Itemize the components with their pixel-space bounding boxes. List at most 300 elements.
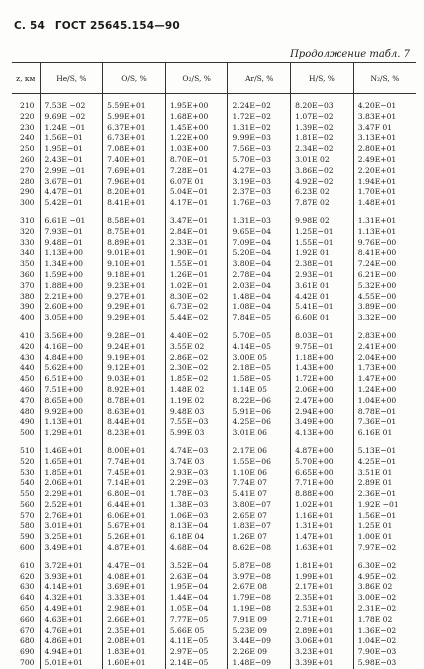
value-cell: 3.25E+01 <box>40 532 103 543</box>
value-cell: 2.71E+01 <box>291 615 354 626</box>
value-cell: 3.19E−03 <box>228 177 291 188</box>
value-cell: 1.03E+00 <box>165 144 228 155</box>
altitude-cell: 630 <box>20 582 35 592</box>
value-cell: 7.51E+00 <box>40 385 103 396</box>
value-cell: 4.20E−01 <box>353 101 416 112</box>
value-cell: 4.55E−00 <box>353 292 416 303</box>
value-cell: 6.07E 01 <box>165 177 228 188</box>
value-cell: 1.31E−02 <box>228 123 291 134</box>
value-cell: 1.44E−04 <box>165 593 228 604</box>
value-cell: 4.40E−02 <box>165 331 228 342</box>
altitude-cell: 280 <box>20 176 35 186</box>
value-cell: 2.21E+00 <box>40 292 103 303</box>
value-cell: 5.32E+00 <box>353 281 416 292</box>
value-cell: 1.47E+01 <box>291 532 354 543</box>
value-cell: 3.01E+01 <box>40 521 103 532</box>
value-cell: 5.70E−05 <box>228 331 291 342</box>
value-cell: 5.41E−01 <box>291 302 354 313</box>
value-cell: 9.12E+01 <box>103 363 166 374</box>
table-continuation-label: Продолжение табл. 7 <box>290 49 410 60</box>
value-cell: 3.89E−00 <box>353 302 416 313</box>
value-cell: 2.33E−01 <box>165 238 228 249</box>
spacer-cell <box>353 209 416 216</box>
value-cell: 1.68E+00 <box>165 112 228 123</box>
value-cell: 3.74E 03 <box>165 457 228 468</box>
value-cell: 8.78E−01 <box>353 407 416 418</box>
value-cell: 7.90E−03 <box>353 647 416 658</box>
value-cell: 2.38E−01 <box>291 259 354 270</box>
table-row <box>12 582 416 593</box>
value-cell: 9.98E 02 <box>291 216 354 227</box>
value-cell: 7.77E−05 <box>165 615 228 626</box>
value-cell: 2.53E+01 <box>291 604 354 615</box>
altitude-cell: 550 <box>20 489 35 499</box>
value-cell: 8.70E−01 <box>165 155 228 166</box>
value-cell: 8.92E+01 <box>103 385 166 396</box>
value-cell: 7.53E −02 <box>40 101 103 112</box>
value-cell: 8.22E−06 <box>228 396 291 407</box>
value-cell: 1.10E 06 <box>228 468 291 479</box>
value-cell: 7.14E+01 <box>103 478 166 489</box>
altitude-cell: 340 <box>20 248 35 258</box>
table-row <box>12 561 416 572</box>
value-cell: 4.92E−02 <box>291 177 354 188</box>
value-cell: 3.05E+00 <box>40 313 103 324</box>
altitude-cell: 610 <box>20 560 35 570</box>
value-cell: 2.67E 08 <box>228 582 291 593</box>
value-cell: 2.93E−01 <box>291 270 354 281</box>
value-cell: 1.04E+00 <box>353 396 416 407</box>
value-cell: 1.48E+01 <box>353 198 416 209</box>
value-cell: 7.24E−00 <box>353 259 416 270</box>
value-cell: 7.74E+01 <box>103 457 166 468</box>
value-cell: 2.26E 09 <box>228 647 291 658</box>
altitude-cell: 450 <box>20 374 35 384</box>
value-cell: 2.29E−03 <box>165 478 228 489</box>
value-cell: 4.86E+01 <box>40 636 103 647</box>
spacer-cell <box>12 324 40 331</box>
value-cell: 6.23E 02 <box>291 187 354 198</box>
value-cell: 3.72E+01 <box>40 561 103 572</box>
value-cell: 1.88E+00 <box>40 281 103 292</box>
altitude-cell: 520 <box>20 456 35 466</box>
value-cell: 2.20E+01 <box>353 166 416 177</box>
value-cell: 2.60E+00 <box>40 302 103 313</box>
value-cell: 3.06E+01 <box>291 636 354 647</box>
value-cell: 2.49E+01 <box>353 155 416 166</box>
value-cell: 1.13E+01 <box>40 417 103 428</box>
value-cell: 3.67E−01 <box>40 177 103 188</box>
altitude-cell: 680 <box>20 636 35 646</box>
altitude-cell: 290 <box>20 187 35 197</box>
table-row <box>12 101 416 112</box>
table-body <box>12 94 416 669</box>
table-row <box>12 626 416 637</box>
table-row <box>12 511 416 522</box>
table-row <box>12 353 416 364</box>
table-row <box>12 468 416 479</box>
spacer-cell <box>12 439 40 446</box>
altitude-cell: 460 <box>20 384 35 394</box>
value-cell: 2.52E+01 <box>40 500 103 511</box>
table-row <box>12 187 416 198</box>
column-header-h: H/S, % <box>291 63 354 94</box>
value-cell: 4.13E+00 <box>291 428 354 439</box>
value-cell: 1.02E+01 <box>291 500 354 511</box>
value-cell: 1.73E+00 <box>353 363 416 374</box>
column-header-o2: O₂/S, % <box>165 63 228 94</box>
altitude-cell: 640 <box>20 593 35 603</box>
spacer-cell <box>165 209 228 216</box>
altitude-cell: 500 <box>20 428 35 438</box>
table-row <box>12 572 416 583</box>
value-cell: 1.06E−03 <box>165 511 228 522</box>
value-cell: 8.23E+01 <box>103 428 166 439</box>
value-cell: 2.80E+01 <box>353 144 416 155</box>
altitude-cell: 220 <box>20 111 35 121</box>
table-row <box>12 292 416 303</box>
table-row <box>12 521 416 532</box>
table-row <box>12 270 416 281</box>
value-cell: 1.99E+01 <box>291 572 354 583</box>
altitude-cell: 330 <box>20 237 35 247</box>
value-cell: 6.73E+01 <box>103 133 166 144</box>
value-cell: 8.58E+01 <box>103 216 166 227</box>
spacer-cell <box>228 94 291 102</box>
value-cell: 1.16E+01 <box>291 511 354 522</box>
value-cell: 4.87E+01 <box>103 543 166 554</box>
spacer-cell <box>40 324 103 331</box>
spacer-cell <box>228 439 291 446</box>
spacer-cell <box>103 324 166 331</box>
altitude-cell: 700 <box>20 658 35 668</box>
altitude-cell: 310 <box>20 215 35 225</box>
value-cell: 7.36E−01 <box>353 417 416 428</box>
value-cell: 4.25E−01 <box>353 457 416 468</box>
value-cell: 8.65E+00 <box>40 396 103 407</box>
table-row <box>12 238 416 249</box>
spacer-cell <box>103 439 166 446</box>
value-cell: 1.48E−04 <box>228 292 291 303</box>
table-row <box>12 166 416 177</box>
value-cell: 3.86E−02 <box>291 166 354 177</box>
value-cell: 7.56E−03 <box>228 144 291 155</box>
value-cell: 4.63E+01 <box>40 615 103 626</box>
value-cell: 5.20E−04 <box>228 248 291 259</box>
value-cell: 4.47E−01 <box>103 561 166 572</box>
altitude-cell: 240 <box>20 133 35 143</box>
value-cell: 2.76E+01 <box>40 511 103 522</box>
value-cell: 1.59E+00 <box>40 270 103 281</box>
table-row <box>12 478 416 489</box>
value-cell: 2.08E+01 <box>103 636 166 647</box>
value-cell: 7.28E−01 <box>165 166 228 177</box>
value-cell: 2.18E−05 <box>228 363 291 374</box>
value-cell: 1.70E+01 <box>353 187 416 198</box>
value-cell: 5.91E−06 <box>228 407 291 418</box>
value-cell: 6.51E+00 <box>40 374 103 385</box>
value-cell: 3.49E+00 <box>291 417 354 428</box>
value-cell: 7.09E−04 <box>228 238 291 249</box>
value-cell: 1.45E+00 <box>165 123 228 134</box>
value-cell: 9.01E+01 <box>103 248 166 259</box>
value-cell: 9.99E−03 <box>228 133 291 144</box>
value-cell: 6.18E 04 <box>165 532 228 543</box>
value-cell: 5.99E+01 <box>103 112 166 123</box>
table-row <box>12 155 416 166</box>
spacer-cell <box>165 554 228 561</box>
altitude-cell: 490 <box>20 417 35 427</box>
value-cell: 2.89E 01 <box>353 478 416 489</box>
altitude-cell: 360 <box>20 269 35 279</box>
spacer-cell <box>291 94 354 102</box>
value-cell: 2.29E+01 <box>40 489 103 500</box>
altitude-cell: 270 <box>20 165 35 175</box>
value-cell: 5.70E−03 <box>228 155 291 166</box>
value-cell: 6.73E−02 <box>165 302 228 313</box>
altitude-cell: 230 <box>20 122 35 132</box>
value-cell: 8.13E−04 <box>165 521 228 532</box>
value-cell: 4.14E+01 <box>40 582 103 593</box>
value-cell: 1.65E+01 <box>40 457 103 468</box>
value-cell: 3.97E−08 <box>228 572 291 583</box>
value-cell: 1.63E+01 <box>291 543 354 554</box>
group-spacer <box>12 439 416 446</box>
value-cell: 1.55E−01 <box>165 259 228 270</box>
value-cell: 2.84E−01 <box>165 227 228 238</box>
value-cell: 1.31E+01 <box>291 521 354 532</box>
value-cell: 2.66E+01 <box>103 615 166 626</box>
spacer-cell <box>291 209 354 216</box>
table-row <box>12 615 416 626</box>
altitude-cell: 590 <box>20 532 35 542</box>
value-cell: 7.96E+01 <box>103 177 166 188</box>
value-cell: 2.97E−05 <box>165 647 228 658</box>
value-cell: 7.93E−01 <box>40 227 103 238</box>
spacer-cell <box>353 324 416 331</box>
value-cell: 7.55E−03 <box>165 417 228 428</box>
value-cell: 2.06E+00 <box>291 385 354 396</box>
value-cell: 2.30E−02 <box>165 363 228 374</box>
spacer-cell <box>40 94 103 102</box>
table-row <box>12 313 416 324</box>
value-cell: 6.06E+01 <box>103 511 166 522</box>
value-cell: 2.35E+01 <box>291 593 354 604</box>
value-cell: 5.01E+01 <box>40 658 103 669</box>
value-cell: 2.31E−02 <box>353 604 416 615</box>
value-cell: 2.36E−01 <box>353 489 416 500</box>
value-cell: 1.08E−04 <box>228 302 291 313</box>
value-cell: 9.18E+01 <box>103 270 166 281</box>
value-cell: 9.03E+01 <box>103 374 166 385</box>
value-cell: 1.47E+00 <box>353 374 416 385</box>
value-cell: 1.38E−03 <box>165 500 228 511</box>
spacer-cell <box>353 94 416 102</box>
table-row <box>12 216 416 227</box>
value-cell: 2.43E−01 <box>40 155 103 166</box>
value-cell: 6.44E+01 <box>103 500 166 511</box>
value-cell: 8.44E+01 <box>103 417 166 428</box>
value-cell: 7.71E+00 <box>291 478 354 489</box>
value-cell: 6.60E 01 <box>291 313 354 324</box>
value-cell: 1.39E−02 <box>291 123 354 134</box>
value-cell: 3.56E+00 <box>40 331 103 342</box>
value-cell: 3.47F 01 <box>353 123 416 134</box>
value-cell: 2.89E+01 <box>291 626 354 637</box>
value-cell: 1.36E−02 <box>353 626 416 637</box>
value-cell: 9.29E+01 <box>103 302 166 313</box>
value-cell: 3.00E 05 <box>228 353 291 364</box>
value-cell: 1.18E+00 <box>291 353 354 364</box>
value-cell: 1.24E+00 <box>353 385 416 396</box>
spacer-cell <box>228 554 291 561</box>
value-cell: 1.46E+01 <box>40 446 103 457</box>
value-cell: 4.84E+00 <box>40 353 103 364</box>
value-cell: 1.31E+01 <box>353 216 416 227</box>
table-row <box>12 500 416 511</box>
value-cell: 9.75E−01 <box>291 342 354 353</box>
value-cell: 4.76E+01 <box>40 626 103 637</box>
value-cell: 4.47E−01 <box>40 187 103 198</box>
value-cell: 1.31E−03 <box>228 216 291 227</box>
altitude-cell: 670 <box>20 625 35 635</box>
value-cell: 9.76E−00 <box>353 238 416 249</box>
value-cell: 3.23E+01 <box>291 647 354 658</box>
value-cell: 1.19E−08 <box>228 604 291 615</box>
value-cell: 1.26E−01 <box>165 270 228 281</box>
value-cell: 6.37E+01 <box>103 123 166 134</box>
table-row <box>12 198 416 209</box>
value-cell: 1.78E−03 <box>165 489 228 500</box>
group-spacer <box>12 554 416 561</box>
column-header-n2: N₂/S, % <box>353 63 416 94</box>
value-cell: 3.61E 01 <box>291 281 354 292</box>
table-row <box>12 342 416 353</box>
value-cell: 4.14E−05 <box>228 342 291 353</box>
value-cell: 4.16E−00 <box>40 342 103 353</box>
value-cell: 1.55E−01 <box>291 238 354 249</box>
value-cell: 3.80E−04 <box>228 259 291 270</box>
value-cell: 4.49E+01 <box>40 604 103 615</box>
table-row <box>12 446 416 457</box>
value-cell: 1.95E−01 <box>40 144 103 155</box>
table-row <box>12 532 416 543</box>
value-cell: 1.34E+00 <box>40 259 103 270</box>
value-cell: 4.08E+01 <box>103 572 166 583</box>
value-cell: 9.48E 03 <box>165 407 228 418</box>
table-row <box>12 133 416 144</box>
value-cell: 8.41E+01 <box>103 198 166 209</box>
value-cell: 3.39E+01 <box>291 658 354 669</box>
value-cell: 4.95E−02 <box>353 572 416 583</box>
table-row <box>12 428 416 439</box>
value-cell: 5.87E−08 <box>228 561 291 572</box>
value-cell: 9.48E−01 <box>40 238 103 249</box>
value-cell: 3.80E−07 <box>228 500 291 511</box>
altitude-cell: 620 <box>20 571 35 581</box>
altitude-cell: 510 <box>20 445 35 455</box>
value-cell: 2.17E 06 <box>228 446 291 457</box>
page-header <box>14 20 180 32</box>
value-cell: 4.11E−05 <box>165 636 228 647</box>
value-cell: 1.79E−08 <box>228 593 291 604</box>
value-cell: 3.51E 01 <box>353 468 416 479</box>
table-row <box>12 457 416 468</box>
value-cell: 2.99E −01 <box>40 166 103 177</box>
value-cell: 9.24E+01 <box>103 342 166 353</box>
value-cell: 1.56E−01 <box>40 133 103 144</box>
value-cell: 3.49E+01 <box>40 543 103 554</box>
value-cell: 5.26E+01 <box>103 532 166 543</box>
value-cell: 8.03E−01 <box>291 331 354 342</box>
spacer-cell <box>353 439 416 446</box>
page-number: С. 54 <box>14 20 45 32</box>
altitude-cell: 560 <box>20 499 35 509</box>
table-row <box>12 489 416 500</box>
altitude-cell: 650 <box>20 604 35 614</box>
value-cell: 5.04E−01 <box>165 187 228 198</box>
table-row <box>12 112 416 123</box>
value-cell: 1.58E−05 <box>228 374 291 385</box>
value-cell: 3.13E+01 <box>353 133 416 144</box>
column-header-o: O/S, % <box>103 63 166 94</box>
altitude-cell: 250 <box>20 144 35 154</box>
spacer-cell <box>12 554 40 561</box>
value-cell: 9.19E+01 <box>103 353 166 364</box>
value-cell: 1.48E−09 <box>228 658 291 669</box>
value-cell: 2.41E+00 <box>353 342 416 353</box>
altitude-cell: 420 <box>20 341 35 351</box>
value-cell: 7.69E+01 <box>103 166 166 177</box>
spacer-cell <box>103 209 166 216</box>
altitude-cell: 540 <box>20 478 35 488</box>
value-cell: 8.63E+01 <box>103 407 166 418</box>
value-cell: 3.93E+01 <box>40 572 103 583</box>
value-cell: 1.60E+01 <box>103 658 166 669</box>
altitude-cell: 660 <box>20 614 35 624</box>
value-cell: 1.25E 01 <box>353 521 416 532</box>
value-cell: 3.86E 02 <box>353 582 416 593</box>
value-cell: 5.62E+00 <box>40 363 103 374</box>
value-cell: 1.95E−04 <box>165 582 228 593</box>
value-cell: 1.92E 01 <box>291 248 354 259</box>
column-header-he: He/S, % <box>40 63 103 94</box>
value-cell: 2.14E−05 <box>165 658 228 669</box>
altitude-cell: 380 <box>20 291 35 301</box>
altitude-cell: 470 <box>20 395 35 405</box>
value-cell: 8.41E+00 <box>353 248 416 259</box>
value-cell: 8.30E−02 <box>165 292 228 303</box>
value-cell: 2.47E+00 <box>291 396 354 407</box>
value-cell: 1.04E−02 <box>353 636 416 647</box>
value-cell: 1.90E−01 <box>165 248 228 259</box>
value-cell: 1.14E 05 <box>228 385 291 396</box>
value-cell: 2.24E−02 <box>228 101 291 112</box>
spacer-cell <box>165 94 228 102</box>
value-cell: 4.68E−04 <box>165 543 228 554</box>
value-cell: 3.00E−02 <box>353 593 416 604</box>
value-cell: 1.76E−03 <box>228 198 291 209</box>
value-cell: 1.22E+00 <box>165 133 228 144</box>
value-cell: 7.45E+01 <box>103 468 166 479</box>
table-row <box>12 658 416 669</box>
value-cell: 9.69E −02 <box>40 112 103 123</box>
altitude-cell: 350 <box>20 259 35 269</box>
value-cell: 7.08E+01 <box>103 144 166 155</box>
spacer-cell <box>165 324 228 331</box>
value-cell: 6.16E 01 <box>353 428 416 439</box>
value-cell: 2.78E−04 <box>228 270 291 281</box>
